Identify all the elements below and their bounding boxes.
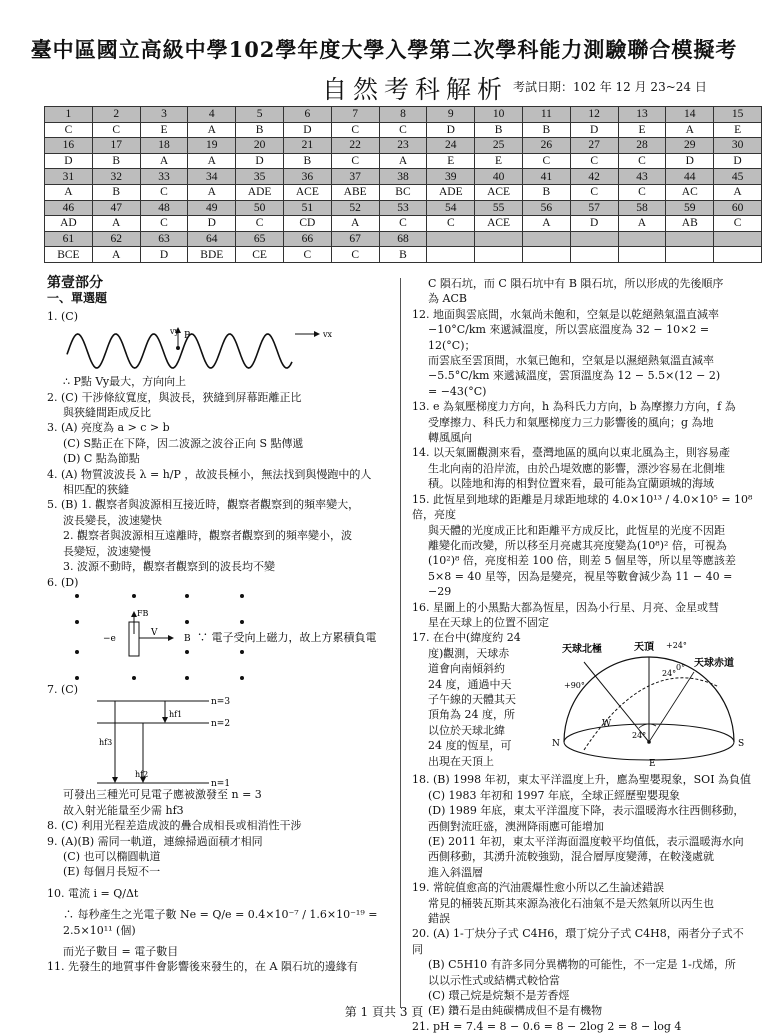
question-number-cell: 65 [236,231,284,247]
zero-deg-label: 0° [676,663,686,673]
answer-row [45,153,762,169]
answer-cell: A [92,247,140,263]
question-number-cell: 30 [714,138,762,154]
q17-line6: 頂角為 24 度，所 [428,708,515,722]
latitude-angle-arc [639,724,656,728]
q18-line7: 進入斜溫層 [428,865,483,879]
q20-line5: (E) 鑽石是由純碳構成但不是有機物 [428,1004,603,1018]
question-number-cell: 57 [570,200,618,216]
question-number-cell: 43 [618,169,666,185]
answer-cell [522,247,570,263]
question-number-cell: 11 [522,107,570,123]
question-number-cell: 7 [331,107,379,123]
point-p [176,346,180,350]
answer-cell: CE [236,247,284,263]
question-number-cell: 59 [666,200,714,216]
answer-cell: A [188,184,236,200]
q15-line2: 與天體的光度成正比和距離平方成反比，此恆星的光度不因距 [428,523,725,537]
answer-cell: B [92,153,140,169]
q9-line1: 9. (A)(B) 需同一軌道，連線掃過面積才相同 [47,834,263,848]
answer-cell: A [618,216,666,232]
question-number-cell: 12 [570,107,618,123]
q19-line1: 19. 常皖值愈高的汽油震爆性愈小所以乙生論述錯誤 [412,881,664,895]
question-number-cell: 62 [92,231,140,247]
section-title: 第壹部分 [47,275,103,291]
question-number-cell: 52 [331,200,379,216]
b-label: B [184,633,191,644]
answer-cell: A [522,216,570,232]
question-number-cell: 33 [140,169,188,185]
answer-cell: ACE [475,184,523,200]
question-number-cell: 40 [475,169,523,185]
answer-cell: AB [666,216,714,232]
q10-line3: 而光子數目 = 電子數目 [63,944,179,958]
p-label: P [184,331,191,342]
q3-line2: (C) S點正在下降，因二波源之波谷正向 S 點傳遞 [63,436,304,450]
equator-arc [584,678,719,750]
question-number-cell: 44 [666,169,714,185]
answer-cell: B [475,122,523,138]
question-number-cell: 39 [427,169,475,185]
question-number-cell: 48 [140,200,188,216]
question-number-cell: 54 [427,200,475,216]
answer-cell: ACE [283,184,331,200]
q19-line2: 常見的桶裝瓦斯其來源為液化石油氣不是天然氣所以丙生也 [428,896,714,910]
question-number-row [45,169,762,185]
answer-cell: A [92,216,140,232]
answer-cell: E [475,153,523,169]
hf1-label: hf1 [169,710,183,720]
answer-cell: C [140,216,188,232]
page-footer: 第 1 頁共 3 頁 [344,1005,424,1019]
answer-cell: A [140,153,188,169]
q14-line1: 14. 以天氣圖觀測來看，臺灣地區的風向以東北風為主，則容易產 [412,446,730,460]
answer-row [45,247,762,263]
q1-wave-figure [47,324,347,374]
question-number-cell: 5 [236,107,284,123]
q17-line5: 子午線的天體其天 [428,692,516,706]
fb-label: FB [137,608,149,618]
v-arrowhead [168,635,174,641]
wave-curve [67,334,292,368]
answer-cell [714,247,762,263]
answer-cell: C [45,122,93,138]
q17-line2: 度)觀測，天球赤 [428,646,510,660]
plus24-label: +24° [666,641,687,651]
field-dot [75,676,79,680]
vy-label: vy [170,327,180,337]
answer-cell: D [236,153,284,169]
q6-answer: 6. (D) [47,575,79,589]
q7-energy-level-figure [47,697,247,787]
answer-cell: C [331,122,379,138]
south-angle24-label: 24° [632,731,647,741]
answer-cell: C [379,216,427,232]
field-dot [240,594,244,598]
answer-cell: E [140,122,188,138]
zenith-label: 天頂 [634,642,654,654]
q3-line3: (D) C 點為節點 [63,452,140,466]
answer-cell: C [236,216,284,232]
answer-cell: C [618,153,666,169]
q7-line1: 可發出三種光可見電子應被激發至 n = 3 [63,788,262,802]
q17-celestial-sphere-figure [544,632,754,770]
question-number-cell: 6 [283,107,331,123]
answer-cell: A [331,216,379,232]
question-number-row [45,231,762,247]
q12-line1: 12. 地面與雲底間，水氣尚未飽和，空氣是以乾絕熱氣溫直減率 [412,307,719,321]
q14-line2: 生北向南的沿岸流，由於凸堤效應的影響，漂沙容易在北側堆 [428,461,725,475]
q13-line1: 13. e 為氣壓梯度力方向，h 為科氏力方向，b 為摩擦力方向，f 為 [412,400,736,414]
question-number-cell: 29 [666,138,714,154]
answer-cell: A [666,122,714,138]
answer-cell: C [140,184,188,200]
exam-date: 考試日期：102 年 12 月 23~24 日 [513,80,707,94]
question-number-cell: 18 [140,138,188,154]
field-dot [75,620,79,624]
question-number-cell: 64 [188,231,236,247]
q17-line7: 以位於天球北緯 [428,723,505,737]
q3-line1: 3. (A) 亮度為 a > c > b [47,421,170,435]
q5-line5: 3. 波源不動時，觀察者觀察到的波長均不變 [63,560,275,574]
question-number-cell [522,231,570,247]
q11-line1: 11. 先發生的地質事件會影響後來發生的，在 A 隕石坑的邊緣有 [47,960,358,974]
hf2-label: hf2 [135,770,149,780]
q18-line2: (C) 1983 年初和 1997 年底，全球正經歷聖嬰現象 [428,788,680,802]
answer-cell: C [570,153,618,169]
answer-row [45,122,762,138]
observer-point [647,741,651,745]
question-number-cell: 37 [331,169,379,185]
question-number-cell [714,231,762,247]
q18-line1: 18. (B) 1998 年初，東太平洋溫度上升，應為聖嬰現象，SOI 為負值 [412,773,752,787]
answer-cell: B [379,247,427,263]
field-dot [240,676,244,680]
page-subtitle: 自然考科解析 [322,75,509,104]
answer-table [44,106,762,263]
column-divider [400,278,401,1008]
q2-line1: 2. (C) 干涉條紋寬度，與波長，狹縫到屏幕距離正比 [47,390,302,404]
v-label: V [151,627,158,638]
n1-label: n=1 [211,779,231,788]
q4-line1: 4. (A) 物質波波長 λ = h/P ，故波長極小，無法找到與慢跑中的人 [47,467,372,481]
question-number-cell: 68 [379,231,427,247]
question-number-row [45,138,762,154]
answer-cell [570,247,618,263]
answer-cell: E [427,153,475,169]
question-number-cell: 60 [714,200,762,216]
answer-cell: D [714,153,762,169]
hf3-label: hf3 [99,738,113,748]
answer-cell: ACE [475,216,523,232]
answer-cell: A [188,122,236,138]
answer-cell [618,247,666,263]
q20-line1: 20. (A) 1-丁炔分子式 C4H6，環丁烷分子式 C4H8，兩者分子式不同 [412,927,744,956]
q17-text [412,630,542,769]
electron-label: −e [103,633,116,644]
w-label: W [602,719,612,730]
answer-cell: C [331,247,379,263]
question-number-cell: 47 [92,200,140,216]
question-number-cell [618,231,666,247]
answer-cell: D [45,153,93,169]
question-number-row [45,200,762,216]
q8-answer: 8. (C) 利用光程差造成波的疊合成相長或相消性干涉 [47,819,302,833]
answer-cell: AD [45,216,93,232]
answer-cell: E [618,122,666,138]
q17-block [412,630,754,772]
answer-cell: C [331,153,379,169]
question-number-cell: 63 [140,231,188,247]
section-subtitle: 一、單選題 [47,291,108,306]
q15-line5: 5×8 = 40 星等，因為是變亮，視星等數會減少為 11 − 40 = −29 [428,569,733,599]
question-number-cell [570,231,618,247]
question-number-cell: 27 [570,138,618,154]
answer-cell: A [188,153,236,169]
answer-cell: B [92,184,140,200]
answer-cell: CD [283,216,331,232]
answer-cell: ADE [427,184,475,200]
equator-label: 天球赤道 [694,658,734,670]
vx-label: vx [323,330,333,340]
answer-cell [475,247,523,263]
field-dot [185,650,189,654]
question-number-cell: 14 [666,107,714,123]
q12-line2: −10°C/km 來遞減溫度，所以雲底溫度為 32 − 10×2 = 12(°C)； [428,323,710,352]
answer-cell: C [283,247,331,263]
right-column [412,276,754,1034]
question-number-cell: 45 [714,169,762,185]
q11-line2: C 隕石坑，而 C 隕石坑中有 B 隕石坑，所以形成的先後順序 [428,277,724,290]
question-number-cell: 25 [475,138,523,154]
n3-label: n=3 [211,697,231,708]
question-number-cell: 35 [236,169,284,185]
question-number-cell [666,231,714,247]
q7-answer: 7. (C) [47,682,78,696]
e-label: E [649,759,656,770]
answer-cell: C [92,122,140,138]
question-number-cell: 8 [379,107,427,123]
question-number-cell: 15 [714,107,762,123]
field-dot [185,676,189,680]
question-number-cell: 53 [379,200,427,216]
answer-cell: B [283,153,331,169]
question-number-cell: 24 [427,138,475,154]
q6-magnetic-figure [47,590,387,682]
field-dot [75,650,79,654]
q13-line2: 受摩擦力、科氏力和氣壓梯度力三力影響後的風向；g 為地 [428,415,714,429]
pole-axis [584,662,649,742]
angle24-label: 24° [662,669,677,679]
question-number-cell: 58 [618,200,666,216]
field-dot [132,676,136,680]
plus90-label: +90° [564,681,585,691]
answer-cell [666,247,714,263]
q12-line3: 而雲底至雲頂間，水氣已飽和，空氣是以濕絕熱氣溫直減率 [428,354,714,368]
answer-cell: ADE [236,184,284,200]
q5-line2: 波長變長，波速變快 [63,513,162,527]
question-number-cell: 31 [45,169,93,185]
n-label: N [552,739,560,750]
field-dot [240,620,244,624]
q15-line1: 15. 此恆星到地球的距離是月球距地球的 4.0×10¹³ / 4.0×10⁵ = 10⁸ 倍，亮度 [412,492,753,522]
question-number-cell: 19 [188,138,236,154]
question-number-cell [475,231,523,247]
answer-cell: D [283,122,331,138]
answer-cell: D [188,216,236,232]
field-dot [75,594,79,598]
q1-note: ∴ P點 Vy最大，方向向上 [63,375,187,389]
q14-line3: 積。以陸地和海的相對位置來看，最可能為宜蘭頭城的海域 [428,477,714,491]
answer-cell: A [714,184,762,200]
q13-line3: 轉風風向 [428,431,472,445]
q20-line2: (B) C5H10 有許多同分異構物的可能性，不一定是 1-戊烯，所 [428,958,736,972]
question-number-cell: 26 [522,138,570,154]
q15-line4: (10²)⁸ 倍，亮度相差 100 倍，則差 5 個星等，所以星等應該差 [428,554,736,568]
n2-label: n=2 [211,719,231,730]
q12-line5: = −43(°C) [428,384,487,398]
answer-cell: B [236,122,284,138]
answer-cell: C [618,184,666,200]
answer-cell: C [427,216,475,232]
question-number-cell: 42 [570,169,618,185]
answer-cell: C [522,153,570,169]
answer-cell: ABE [331,184,379,200]
north-pole-label: 天球北極 [562,644,602,656]
question-number-cell: 16 [45,138,93,154]
q17-line8: 24 度的恆星，可 [428,739,512,753]
q12-line4: −5.5°C/km 來遞減溫度，雲頂溫度為 12 − 5.5×(12 − 2) [428,369,721,383]
q20-line3: 以以示性式或結構式較恰當 [428,973,560,987]
q10-line2: ∴ 每秒產生之光電子數 Ne = Q/e = 0.4×10⁻⁷ / 1.6×10⁻¹⁹ = 2.5×10¹¹ (個) [63,908,378,937]
question-number-cell: 9 [427,107,475,123]
q2-line2: 與狹縫間距成反比 [63,406,151,420]
question-number-cell: 46 [45,200,93,216]
question-number-cell: 17 [92,138,140,154]
q17-line4: 24 度，通過中天 [428,677,512,691]
question-number-cell: 67 [331,231,379,247]
q5-line1: 5. (B) 1. 觀察者與波源相互接近時，觀察者觀察到的頻率變大， [47,498,360,512]
q18-line6: 西側移動，其湧升流較強勁，混合層厚度變薄，在較淺處就 [428,850,714,864]
answer-cell: D [570,122,618,138]
answer-cell: C [714,216,762,232]
vx-arrowhead [314,331,320,337]
question-number-cell: 51 [283,200,331,216]
q5-line4: 長變短，波速變慢 [63,544,151,558]
question-number-cell: 38 [379,169,427,185]
question-number-cell: 2 [92,107,140,123]
question-number-cell: 66 [283,231,331,247]
q15-line3: 離變化而改變，所以移至月亮處其亮度變為(10⁸)² 倍，可視為 [428,538,727,552]
question-number-cell: 41 [522,169,570,185]
left-column [47,276,392,975]
s-label: S [738,739,745,750]
q17-line3: 道會向南傾斜約 [428,662,505,676]
answer-cell: BC [379,184,427,200]
q20-line4: (C) 環己烷是烷類不是芳香烴 [428,989,570,1003]
q18-line4: 西側對流旺盛，澳洲降雨應可能增加 [428,819,604,833]
answer-cell [427,247,475,263]
question-number-cell: 34 [188,169,236,185]
answer-cell: BCE [45,247,93,263]
q16-line1: 16. 星圖上的小黑點大都為恆星，因為小行星、月亮、金星或彗 [412,600,719,614]
field-dot [240,650,244,654]
q9-line3: (E) 每個月長短不一 [63,865,161,879]
answer-cell: D [427,122,475,138]
answer-cell: BDE [188,247,236,263]
answer-cell: AC [666,184,714,200]
question-number-cell: 61 [45,231,93,247]
answer-cell: D [140,247,188,263]
question-number-cell: 10 [475,107,523,123]
answer-row [45,216,762,232]
question-number-cell: 3 [140,107,188,123]
q5-line3: 2. 觀察者與波源相互遠離時，觀察者觀察到的頻率變小，波 [63,529,352,543]
answer-cell: B [522,122,570,138]
q19-line3: 錯誤 [428,912,450,925]
q16-line2: 星在天球上的位置不固定 [428,615,549,629]
question-number-cell: 56 [522,200,570,216]
q1-answer: 1. (C) [47,309,78,323]
q11-line3: 為 ACB [428,292,467,306]
q17-line1: 17. 在台中(緯度約 24 [412,631,521,645]
field-dot [185,620,189,624]
question-number-cell: 36 [283,169,331,185]
question-number-cell: 55 [475,200,523,216]
answer-cell: A [45,184,93,200]
question-number-cell: 50 [236,200,284,216]
answer-cell: C [570,184,618,200]
hf3-arrowhead [112,777,118,783]
question-number-cell: 13 [618,107,666,123]
question-number-cell: 4 [188,107,236,123]
q6-note: ∵ 電子受向上磁力，故上方累積負電 [197,630,377,644]
q17-line9: 出現在天頂上 [428,754,494,768]
question-number-cell: 22 [331,138,379,154]
answer-cell: D [570,216,618,232]
answer-cell: C [379,122,427,138]
question-number-cell: 49 [188,200,236,216]
equator-radius [649,672,694,742]
answer-cell: A [379,153,427,169]
question-number-cell: 20 [236,138,284,154]
q21-line1: 21. pH = 7.4 = 8 − 0.6 = 8 − 2log 2 = 8 − log 4 [412,1019,682,1033]
question-number-cell [427,231,475,247]
q10-line1: 10. 電流 i = Q/Δt [47,886,139,900]
question-number-cell: 1 [45,107,93,123]
question-number-cell: 28 [618,138,666,154]
page-title: 臺中區國立高級中學102學年度大學入學第二次學科能力測驗聯合模擬考 [30,37,738,62]
answer-cell: D [666,153,714,169]
answer-row [45,184,762,200]
answer-cell: E [714,122,762,138]
question-number-row [45,107,762,123]
question-number-cell: 21 [283,138,331,154]
hf1-arrowhead [162,717,168,723]
question-number-cell: 23 [379,138,427,154]
field-dot [185,594,189,598]
q18-line3: (D) 1989 年底，東太平洋溫度下降，表示溫暖海水往西側移動， [428,804,745,818]
q4-line2: 相匹配的狹縫 [63,483,129,497]
field-dot [132,594,136,598]
question-number-cell: 32 [92,169,140,185]
answer-cell: B [522,184,570,200]
q7-line2: 故入射光能量至少需 hf3 [63,803,184,817]
q9-line2: (C) 也可以橢圓軌道 [63,849,161,863]
q18-line5: (E) 2011 年初，東太平洋海面溫度較平均值低，表示溫暖海水向 [428,834,744,848]
